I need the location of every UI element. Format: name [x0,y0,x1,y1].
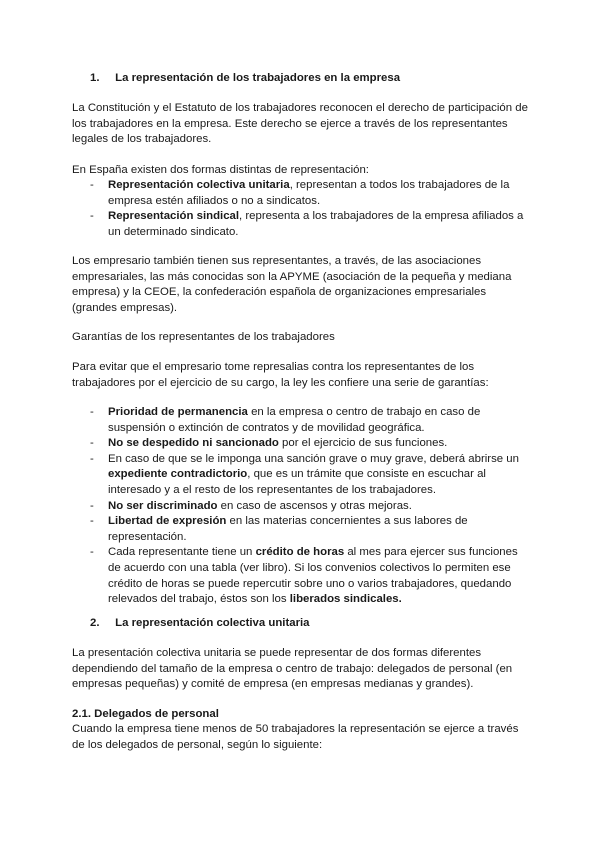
guarantee-text: en caso de ascensos y otras mejoras. [217,499,412,512]
guarantee-term: No ser discriminado [108,499,218,512]
guarantee-text: por el ejercicio de sus funciones. [278,437,448,450]
guarantee-text: en las materias concernientes a sus labores de representación. [108,515,468,543]
list-item [72,178,530,209]
guarantee-text: en la empresa o centro de trabajo en caso de suspensión o extinción de contratos y de movilidad geográfica. [108,406,481,434]
list-item [72,545,530,607]
paragraph-intro: La Constitución y el Estatuto de los trabajadores reconocen el derecho de participación de los trabajadores en la empresa. Este derecho se ejerce a través de los representantes legales de los trabajadores. [72,102,528,146]
paragraph-delegates: Cuando la empresa tiene menos de 50 trabajadores la representación se ejerce a través de los delegados de personal, según lo siguiente: [72,723,519,751]
form-description: , representa a los trabajadores de la empresa afiliados a un determinado sindicato. [108,210,524,238]
list-item [72,452,530,499]
section-2-heading [90,616,546,632]
list-item [72,209,530,240]
guarantee-text: Cada representante tiene un [108,546,256,559]
paragraph-unitary: La presentación colectiva unitaria se puede representar de dos formas diferentes dependiendo del tamaño de la empresa o centro de trabajo: delegados de personal (en empresas pequeñas) y comité de empresa (en empresas medianas y grandes). [72,647,513,691]
list-item [72,405,530,436]
form-term: Representación colectiva unitaria [108,179,290,191]
list-item [72,436,530,452]
section-1-number: 1. [90,72,100,84]
section-2-number: 2. [90,617,100,629]
guarantee-term: No se despedido ni sancionado [108,437,279,450]
list-item [72,514,530,545]
form-term: Representación sindical [108,210,240,223]
guarantee-term: expediente contradictorio [108,468,248,481]
paragraph-employers: Los empresario también tienen sus representantes, a través, de las asociaciones empresariales, las más conocidas son la APYME (asociación de la pequeña y mediana empresa) y la CEOE, la confederación española de organizaciones empresariales (grandes empresas). [72,255,512,314]
guarantee-term: crédito de horas [255,546,345,559]
guarantee-text: En caso de que se le imponga una sanción grave o muy grave, deberá abrirse un [108,452,519,465]
paragraph-guarantees-intro: Para evitar que el empresario tome represalias contra los representantes de los trabajadores por el ejercicio de su cargo, la ley les confiere una serie de garantías: [72,361,489,389]
guarantee-text: al mes para ejercer sus funciones de acuerdo con una tabla (ver libro). Si los convenios colectivos lo permiten ese crédito de horas se puede repercutir sobre uno o varios trabajadores, quedando relevados del trabajo, éstos son los [108,546,518,606]
guarantees-title: Garantías de los representantes de los trabajadores [72,331,335,343]
subsection-title: 2.1. Delegados de personal [72,708,219,720]
guarantee-term: liberados sindicales. [289,593,402,606]
guarantees-list [72,405,530,608]
form-description: , representan a todos los trabajadores de la empresa estén afiliados o no a sindicatos. [108,179,510,207]
forms-list [72,178,530,240]
section-1-heading [90,71,546,87]
guarantee-term: Prioridad de permanencia [108,406,248,418]
paragraph-forms-intro: En España existen dos formas distintas de representación: [72,164,369,176]
section-1-title: La representación de los trabajadores en la empresa [115,72,401,84]
guarantee-term: Libertad de expresión [108,515,227,528]
list-item [72,499,530,515]
guarantee-text: , que es un trámite que consiste en escuchar al interesado y a el resto de los representantes de los trabajadores. [108,468,486,496]
section-2-title: La representación colectiva unitaria [115,617,310,629]
